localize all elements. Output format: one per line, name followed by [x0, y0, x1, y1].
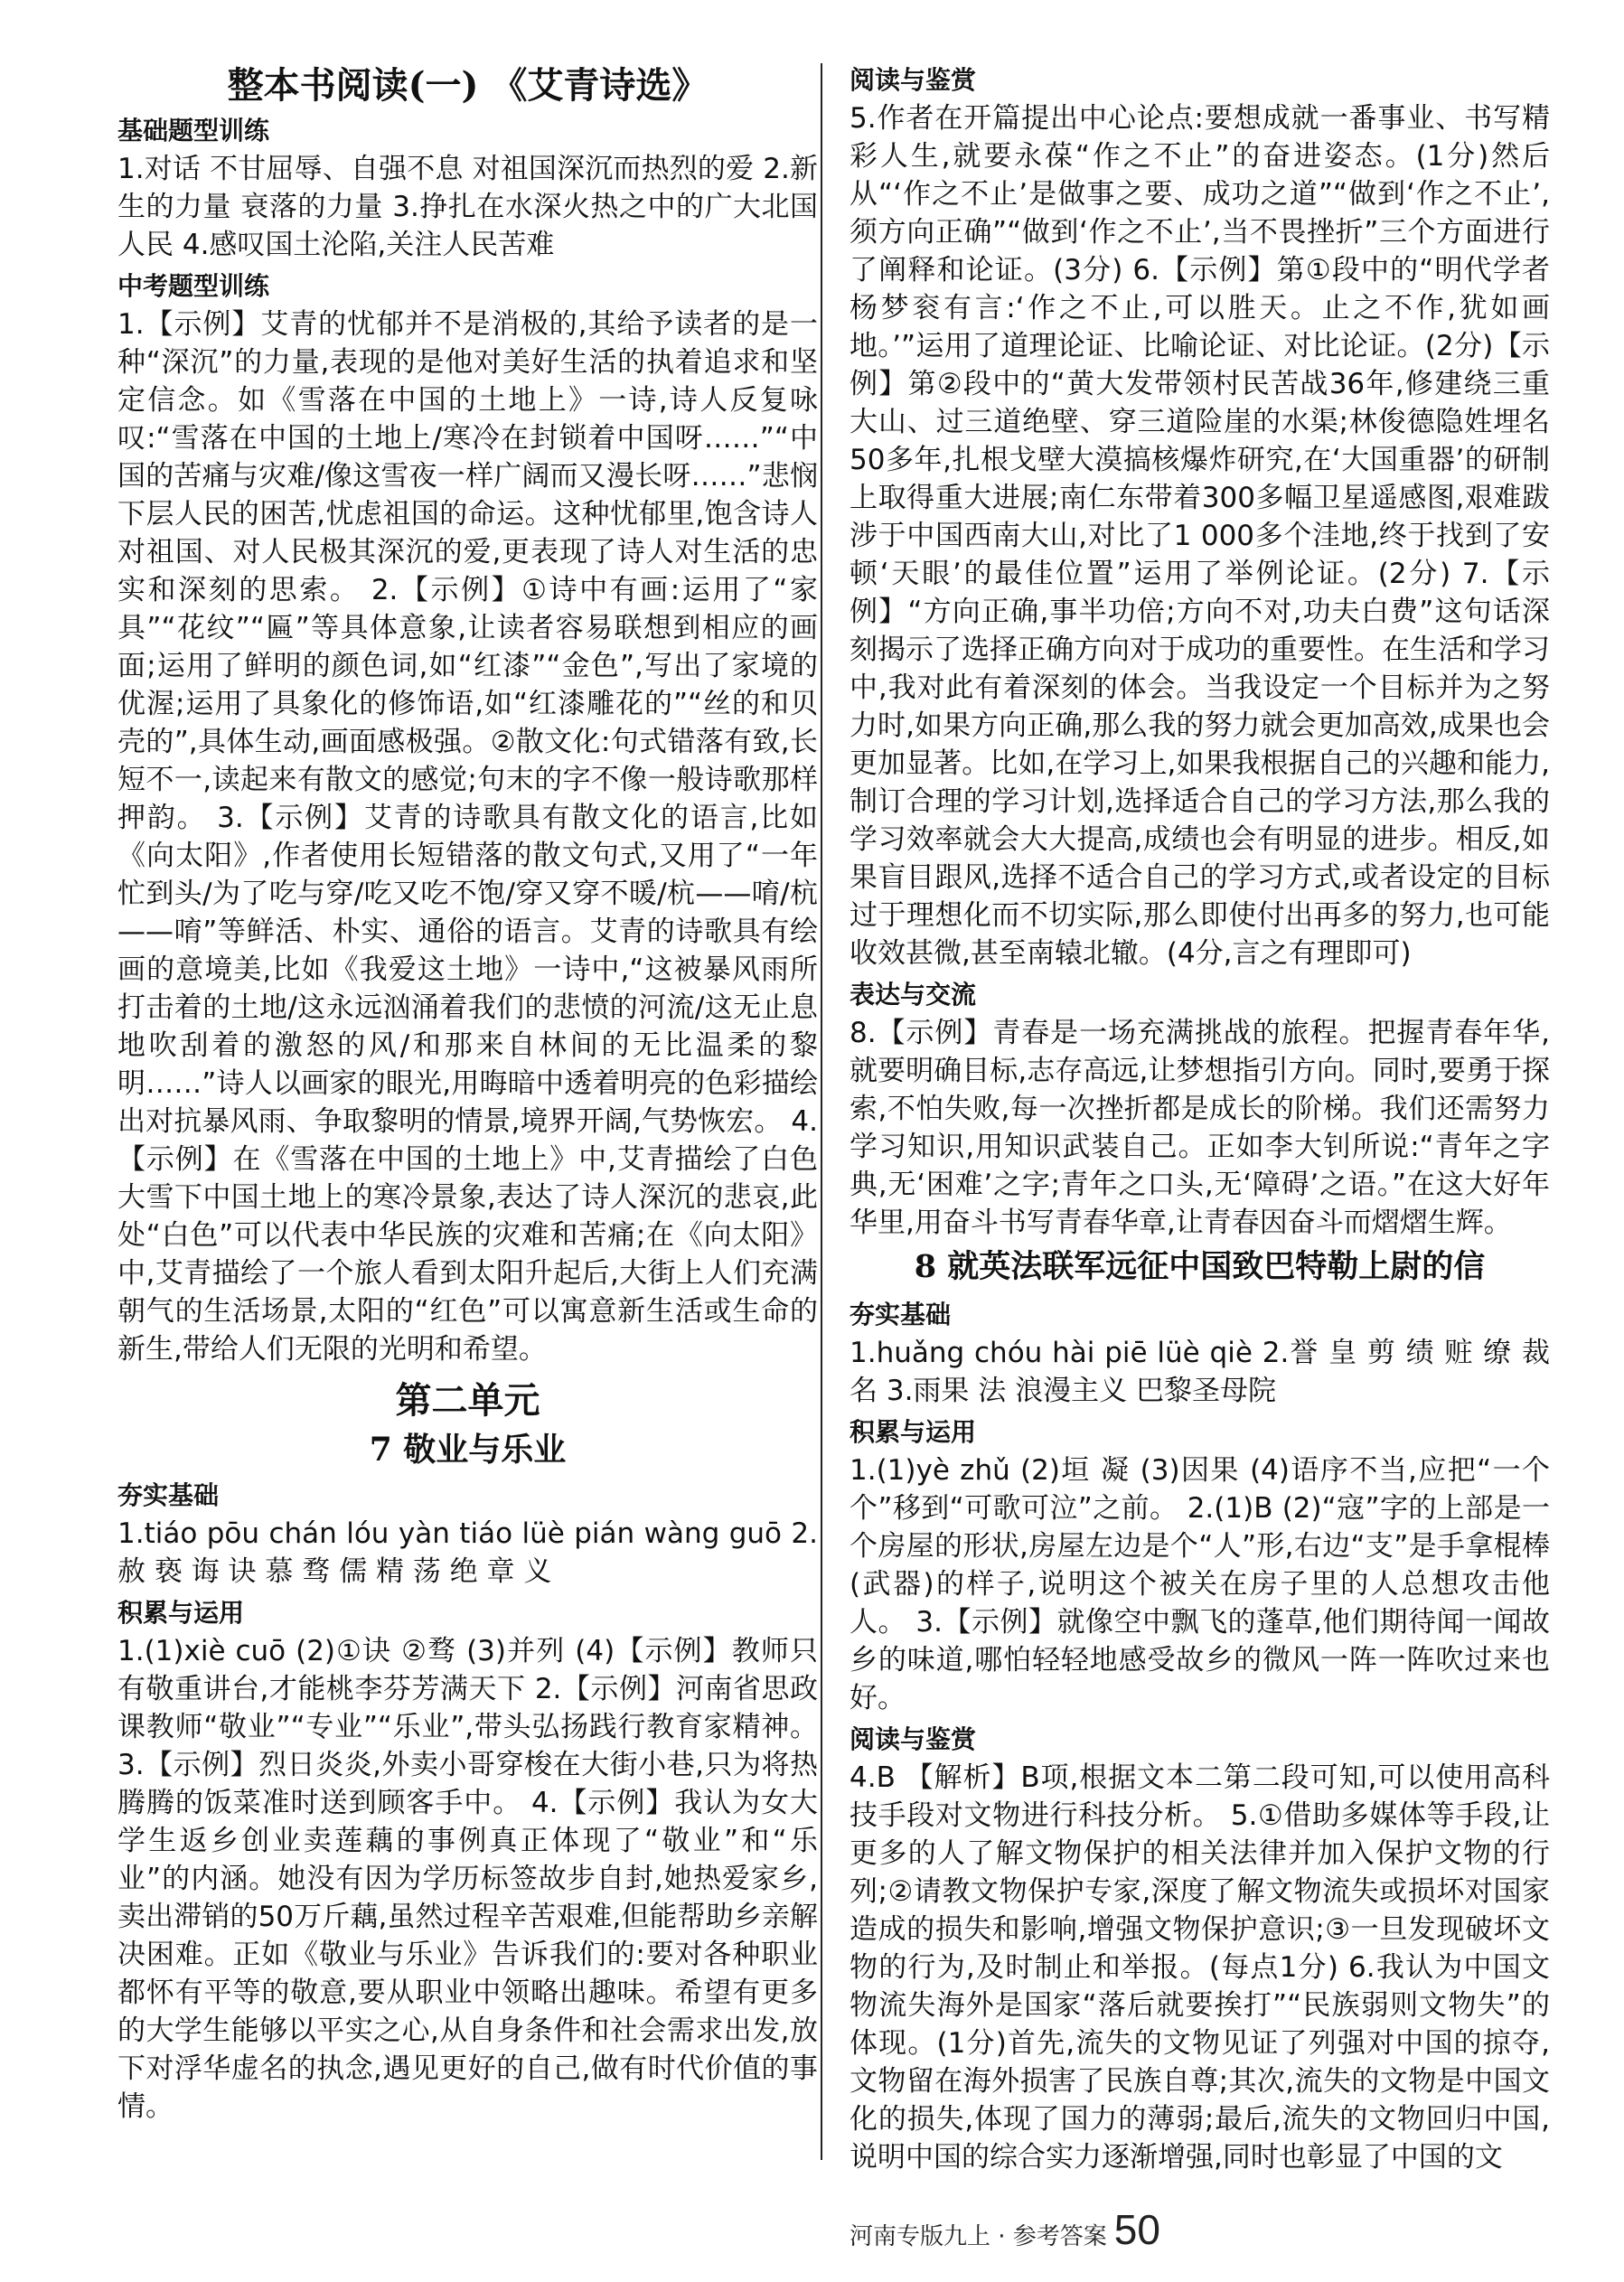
lesson-8-title: 8 就英法联军远征中国致巴特勒上尉的信 [914, 1248, 1486, 1285]
lesson-7-basic-heading: 夯实基础 [117, 1480, 220, 1510]
lesson-8-reading-answers: 4.B 【解析】B项,根据文本二第二段可知,可以使用高科技手段对文物进行科技分析。 5.①借助多媒体等手段,让更多的人了解文物保护的相关法律并加入保护文物的行列;②请教文物保护专家,深度了解文物流失或损坏对国家造成的损失和影响,增强文物保护意识;③一旦发现破坏文物的行为,及时制止和举报。(每点1分) 6.我认为中国文物流失海外是国家“落后就要挨打”“民族弱则文物失”的体现。(1分)首先,流失的文物见证了列强对中国的掠夺,文物留在海外损害了民族自尊;其次,流失的文物是中国文化的损失,体现了国力的薄弱;最后,流失的文物回归中国,说明中国的综合实力逐渐增强,同时也彰显了中国的文 [850, 1761, 1550, 2174]
right-column [850, 63, 1550, 2176]
unit-title: 第二单元 [395, 1379, 540, 1422]
lesson-8-basic-answers: 1.huǎng chóu hài piē lüè qiè 2.誉 皇 剪 绩 赃 缭 裁 名 3.雨果 法 浪漫主义 巴黎圣母院 [850, 1337, 1550, 1407]
left-column [117, 63, 818, 2126]
basic-training-heading: 基础题型训练 [117, 116, 270, 146]
lesson-8-basic-heading: 夯实基础 [850, 1300, 952, 1329]
lesson-7-accum-answers: 1.(1)xiè cuō (2)①诀 ②骛 (3)并列 (4)【示例】教师只有敬重讲台,才能桃李芬芳满天下 2.【示例】河南省思政课教师“敬业”“专业”“乐业”,带头弘扬践行教育家精神。 3.【示例】烈日炎炎,外卖小哥穿梭在大街小巷,只为将热腾腾的饭菜准时送到顾客手中。 4.【示例】我认为女大学生返乡创业卖莲藕的事例真正体现了“敬业”和“乐业”的内涵。她没有因为学历标签故步自封,她热爱家乡,卖出滞销的50万斤藕,虽然过程辛苦艰难,但能帮助乡亲解决困难。正如《敬业与乐业》告诉我们的:要对各种职业都怀有平等的敬意,要从职业中领略出趣味。希望有更多的大学生能够以平实之心,从自身条件和社会需求出发,放下对浮华虚名的执念,遇见更好的自己,做有时代价值的事情。 [117, 1635, 818, 2123]
basic-training-answers: 1.对话 不甘屈辱、自强不息 对祖国深沉而热烈的爱 2.新生的力量 衰落的力量 3.挣扎在水深火热之中的广大北国人民 4.感叹国土沦陷,关注人民苦难 [117, 153, 818, 261]
expression-heading: 表达与交流 [850, 980, 977, 1010]
lesson-8-accum-answers: 1.(1)yè zhǔ (2)垣 凝 (3)因果 (4)语序不当,应把“一个个”移到“可歌可泣”之前。 2.(1)B (2)“寇”字的上部是一个房屋的形状,房屋左边是个“人”形,右边“支”是手拿棍棒(武器)的样子,说明这个被关在房子里的人总想攻击他人。 3.【示例】就像空中飘飞的蓬草,他们期待闻一闻故乡的味道,哪怕轻轻地感受故乡的微风一阵一阵吹过来也好。 [850, 1454, 1550, 1714]
page-number: 50 [1113, 2206, 1160, 2253]
expression-answers: 8.【示例】青春是一场充满挑战的旅程。把握青春年华,就要明确目标,志存高远,让梦想指引方向。同时,要勇于探索,不怕失败,每一次挫折都是成长的阶梯。我们还需努力学习知识,用知识武装自己。正如李大钊所说:“青年之字典,无‘困难’之字;青年之口头,无‘障碍’之语。”在这大好年华里,用奋斗书写青春华章,让青春因奋斗而熠熠生辉。 [850, 1017, 1550, 1239]
exam-training-heading: 中考题型训练 [117, 271, 270, 301]
footer-label: 河南专版九上 · 参考答案 [850, 2223, 1107, 2250]
column-divider [821, 63, 822, 2160]
lesson-7-title: 7 敬业与乐业 [369, 1431, 567, 1469]
lesson-7-accum-heading: 积累与运用 [117, 1598, 245, 1628]
exam-training-answers: 1.【示例】艾青的忧郁并不是消极的,其给予读者的是一种“深沉”的力量,表现的是他对美好生活的执着追求和坚定信念。如《雪落在中国的土地上》一诗,诗人反复咏叹:“雪落在中国的土地上/寒冷在封锁着中国呀……”“中国的苦痛与灾难/像这雪夜一样广阔而又漫长呀……”悲悯下层人民的困苦,忧虑祖国的命运。这种忧郁里,饱含诗人对祖国、对人民极其深沉的爱,更表现了诗人对生活的忠实和深刻的思索。 2.【示例】①诗中有画:运用了“家具”“花纹”“匾”等具体意象,让读者容易联想到相应的画面;运用了鲜明的颜色词,如“红漆”“金色”,写出了家境的优渥;运用了具象化的修饰语,如“红漆雕花的”“丝的和贝壳的”,具体生动,画面感极强。②散文化:句式错落有致,长短不一,读起来有散文的感觉;句末的字不像一般诗歌那样押韵。 3.【示例】艾青的诗歌具有散文化的语言,比如《向太阳》,作者使用长短错落的散文句式,又用了“一年忙到头/为了吃与穿/吃又吃不饱/穿又穿不暖/杭——唷/杭——唷”等鲜活、朴实、通俗的语言。艾青的诗歌具有绘画的意境美,比如《我爱这土地》一诗中,“这被暴风雨所打击着的土地/这永远汹涌着我们的悲愤的河流/这无止息地吹刮着的激怒的风/和那来自林间的无比温柔的黎明……”诗人以画家的眼光,用晦暗中透着明亮的色彩描绘出对抗暴风雨、争取黎明的情景,境界开阔,气势恢宏。 4.【示例】在《雪落在中国的土地上》中,艾青描绘了白色大雪下中国土地上的寒冷景象,表达了诗人深沉的悲哀,此处“白色”可以代表中华民族的灾难和苦痛;在《向太阳》中,艾青描绘了一个旅人看到太阳升起后,大街上人们充满朝气的生活场景,太阳的“红色”可以寓意新生活或生命的新生,带给人们无限的光明和希望。 [117, 308, 818, 1366]
page-footer [850, 2205, 1160, 2254]
reading-answers: 5.作者在开篇提出中心论点:要想成就一番事业、书写精彩人生,就要永葆“作之不止”的奋进姿态。(1分)然后从“‘作之不止’是做事之要、成功之道”“做到‘作之不止’,须方向正确”“做到‘作之不止’,当不畏挫折”三个方面进行了阐释和论证。(3分) 6.【示例】第①段中的“明代学者杨梦衮有言:‘作之不止,可以胜天。止之不作,犹如画地。’”运用了道理论证、比喻论证、对比论证。(2分)【示例】第②段中的“黄大发带领村民苦战36年,修建绕三重大山、过三道绝壁、穿三道险崖的水渠;林俊德隐姓埋名50多年,扎根戈壁大漠搞核爆炸研究,在‘大国重器’的研制上取得重大进展;南仁东带着300多幅卫星遥感图,艰难跋涉于中国西南大山,对比了1 000多个洼地,终于找到了安顿‘天眼’的最佳位置”运用了举例论证。(2分) 7.【示例】“方向正确,事半功倍;方向不对,功夫白费”这句话深刻揭示了选择正确方向对于成功的重要性。在生活和学习中,我对此有着深刻的体会。当我设定一个目标并为之努力时,如果方向正确,那么我的努力就会更加高效,成果也会更加显著。比如,在学习上,如果我根据自己的兴趣和能力,制订合理的学习计划,选择适合自己的学习方法,那么我的学习效率就会大大提高,成绩也会有明显的进步。相反,如果盲目跟风,选择不适合自己的学习方式,或者设定的目标过于理想化而不切实际,那么即使付出再多的努力,也可能收效甚微,甚至南辕北辙。(4分,言之有理即可) [850, 102, 1550, 970]
lesson-8-accum-heading: 积累与运用 [850, 1417, 977, 1447]
reading-heading: 阅读与鉴赏 [850, 65, 977, 95]
book-reading-title: 整本书阅读(一) 《艾青诗选》 [227, 64, 709, 107]
lesson-8-reading-heading: 阅读与鉴赏 [850, 1724, 977, 1754]
lesson-7-basic-answers: 1.tiáo pōu chán lóu yàn tiáo lüè pián wàng guō 2.赦 亵 诲 诀 慕 骛 儒 精 荡 绝 章 义 [117, 1517, 818, 1588]
